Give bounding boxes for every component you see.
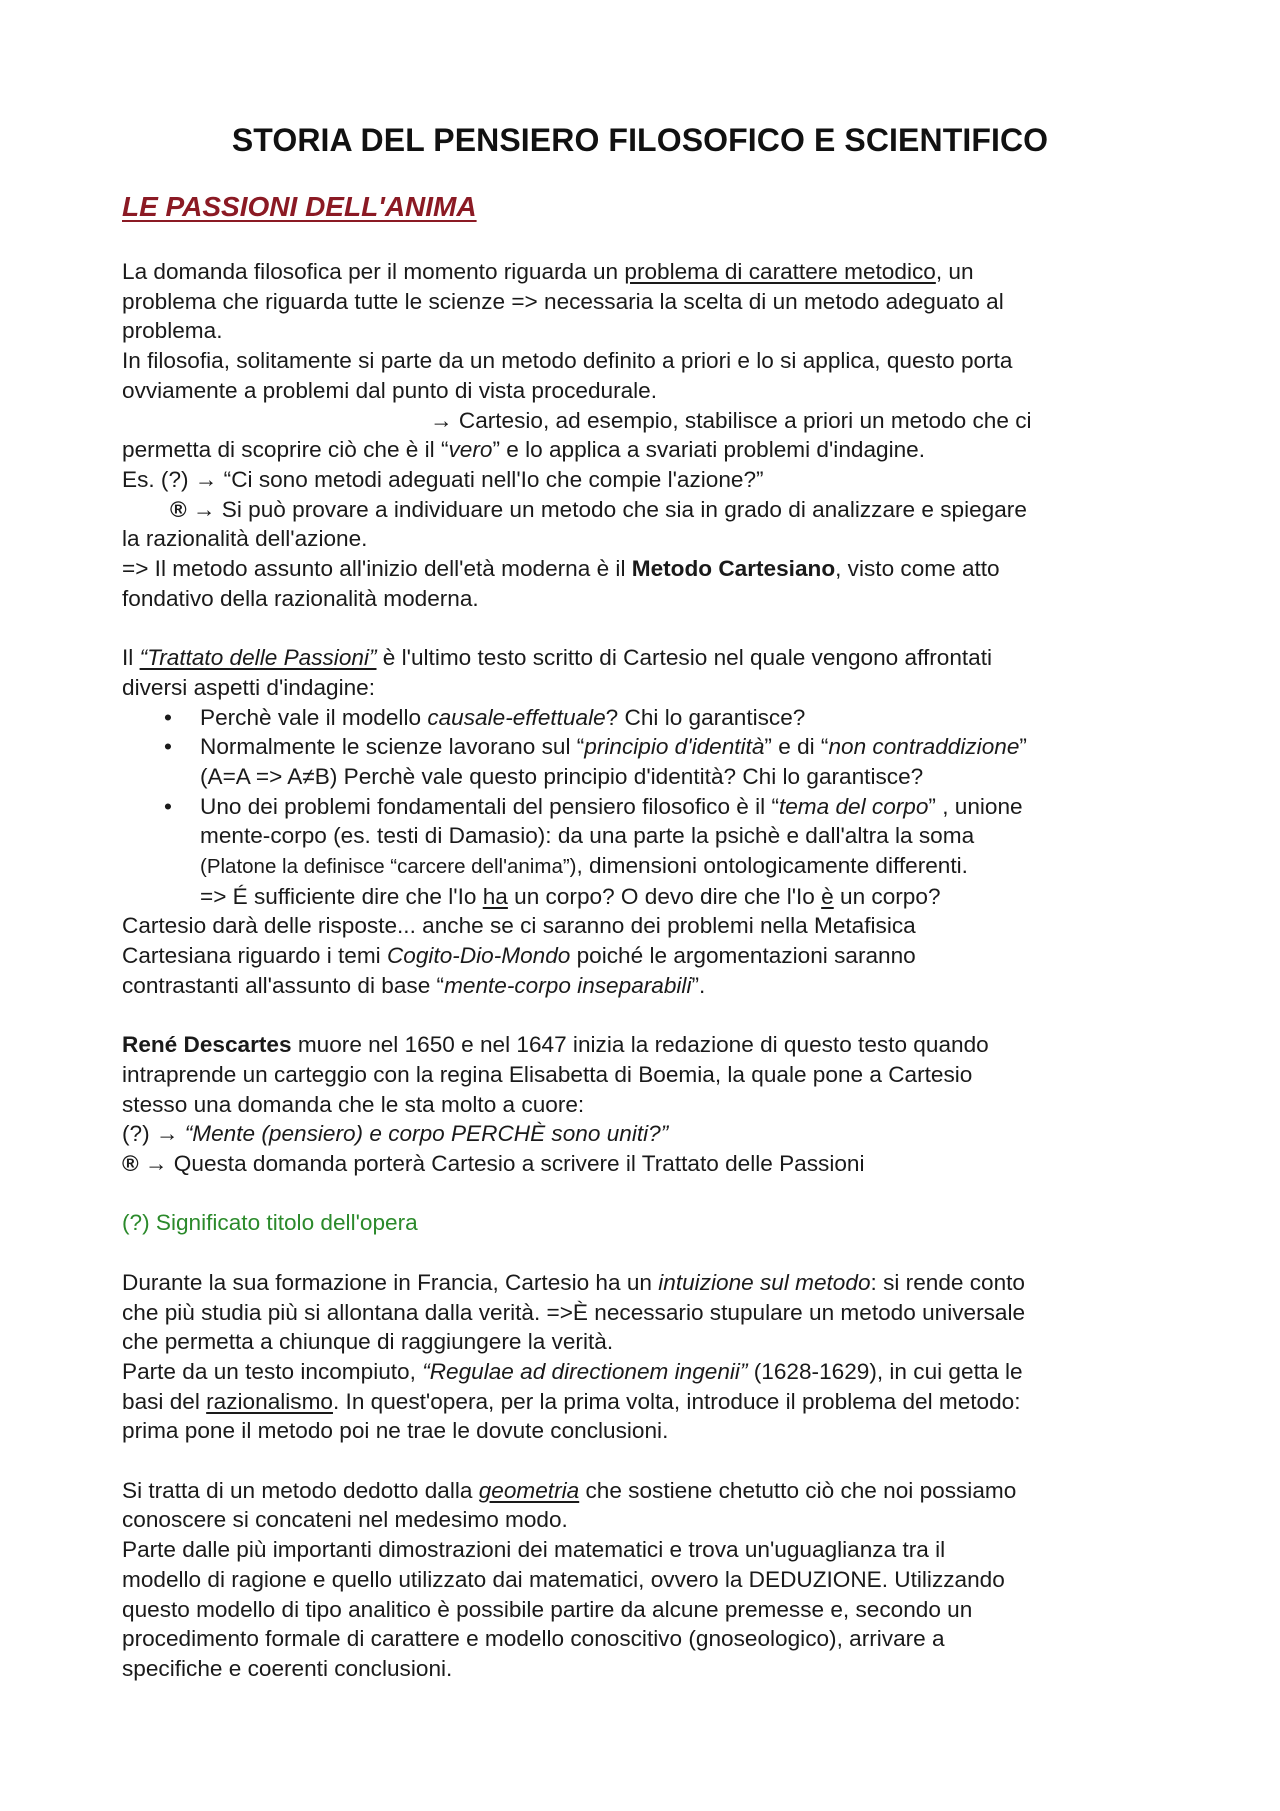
text-line: diversi aspetti d'indagine: <box>122 674 375 700</box>
list-item-continuation: (A=A => A≠B) Perchè vale questo principio d'identità? Chi lo garantisce? <box>200 763 924 789</box>
text-line: (?) → “Mente (pensiero) e corpo PERCHÈ sono uniti?” <box>122 1121 669 1147</box>
document-title: STORIA DEL PENSIERO FILOSOFICO E SCIENTIFICO <box>231 122 1049 158</box>
text-line: stesso una domanda che le sta molto a cuore: <box>122 1091 585 1117</box>
text-line: conoscere si concateni nel medesimo modo. <box>122 1507 568 1533</box>
text-line: ovviamente a problemi dal punto di vista procedurale. <box>122 377 658 403</box>
text-line: la razionalità dell'azione. <box>122 526 368 552</box>
text-line: che più studia più si allontana dalla verità. =>È necessario stupulare un metodo universale <box>122 1299 1026 1325</box>
paragraph-formation <box>122 1268 1182 1446</box>
paragraph-geometry <box>122 1476 1182 1684</box>
bullet-icon: • <box>164 793 172 819</box>
text-line: Cartesio darà delle risposte... anche se ci saranno dei problemi nella Metafisica <box>122 913 916 939</box>
text-line: Si tratta di un metodo dedotto dalla geometria che sostiene chetutto ciò che noi possiamo <box>122 1477 1017 1503</box>
subheading: (?) Significato titolo dell'opera <box>122 1210 418 1236</box>
text-line: modello di ragione e quello utilizzato dai matematici, ovvero la DEDUZIONE. Utilizzando <box>122 1566 1005 1592</box>
text-line: procedimento formale di carattere e modello conoscitivo (gnoseologico), arrivare a <box>122 1626 945 1652</box>
text-line: ® → Questa domanda porterà Cartesio a scrivere il Trattato delle Passioni <box>122 1151 865 1177</box>
text-line: Parte da un testo incompiuto, “Regulae ad directionem ingenii” (1628-1629), in cui getta le <box>122 1358 1023 1384</box>
text-line: permetta di scoprire ciò che è il “vero” e lo applica a svariati problemi d'indagine. <box>122 437 926 463</box>
text-line: → Cartesio, ad esempio, stabilisce a priori un metodo che ci <box>430 407 1032 433</box>
text-line: René Descartes muore nel 1650 e nel 1647 inizia la redazione di questo testo quando <box>122 1032 989 1058</box>
text-line: Es. (?) → “Ci sono metodi adeguati nell'Io che compie l'azione?” <box>122 466 764 492</box>
registered-symbol: ® <box>122 1151 139 1177</box>
text-line: ® → Si può provare a individuare un metodo che sia in grado di analizzare e spiegare <box>170 496 1027 522</box>
text-line: Parte dalle più importanti dimostrazioni dei matematici e trova un'uguaglianza tra il <box>122 1537 946 1563</box>
text-line: questo modello di tipo analitico è possibile partire da alcune premesse e, secondo un <box>122 1596 973 1622</box>
paragraph-trattato <box>122 643 1182 1000</box>
text-line: Durante la sua formazione in Francia, Cartesio ha un intuizione sul metodo: si rende conto <box>122 1269 1025 1295</box>
text-line: contrastanti all'assunto di base “mente-corpo inseparabili”. <box>122 972 706 998</box>
text-line: => Il metodo assunto all'inizio dell'età moderna è il Metodo Cartesiano, visto come atto <box>122 556 1000 582</box>
text-line: La domanda filosofica per il momento riguarda un problema di carattere metodico, un <box>122 259 974 284</box>
list-item-continuation: => É sufficiente dire che l'Io ha un corpo? O devo dire che l'Io è un corpo? <box>200 883 941 909</box>
text-line: basi del razionalismo. In quest'opera, per la prima volta, introduce il problema del metodo: <box>122 1388 1021 1414</box>
text-line: prima pone il metodo poi ne trae le dovute conclusioni. <box>122 1418 669 1444</box>
list-item-continuation: (Platone la definisce “carcere dell'anima”), dimensioni ontologicamente differenti. <box>200 853 968 879</box>
text-line: intraprende un carteggio con la regina Elisabetta di Boemia, la quale pone a Cartesio <box>122 1061 973 1087</box>
list-item: • Perchè vale il modello causale-effettuale? Chi lo garantisce? <box>122 703 1182 733</box>
text-line: Il “Trattato delle Passioni” è l'ultimo testo scritto di Cartesio nel quale vengono affrontati <box>122 645 993 671</box>
text-line: che permetta a chiunque di raggiungere la verità. <box>122 1329 614 1355</box>
list-item-continuation: mente-corpo (es. testi di Damasio): da una parte la psichè e dall'altra la soma <box>200 823 975 849</box>
text-line: Cartesiana riguardo i temi Cogito-Dio-Mondo poiché le argomentazioni saranno <box>122 943 916 969</box>
paragraph-green-heading <box>122 1208 1182 1238</box>
list-item: • Uno dei problemi fondamentali del pensiero filosofico è il “tema del corpo” , unione <box>122 792 1182 822</box>
text-line: problema. <box>122 318 223 344</box>
section-title: LE PASSIONI DELL'ANIMA <box>122 191 477 222</box>
text-line: In filosofia, solitamente si parte da un metodo definito a priori e lo si applica, questo porta <box>122 348 1013 374</box>
bullet-icon: • <box>164 734 172 760</box>
list-item: • Normalmente le scienze lavorano sul “principio d'identità” e di “non contraddizione” <box>122 732 1182 762</box>
text-line: problema che riguarda tutte le scienze => necessaria la scelta di un metodo adeguato al <box>122 288 1004 314</box>
paragraph-descartes <box>122 1030 1182 1179</box>
text-line: fondativo della razionalità moderna. <box>122 585 479 611</box>
paragraph-method <box>122 257 1182 613</box>
text-line: specifiche e coerenti conclusioni. <box>122 1655 453 1681</box>
document-body <box>122 257 1182 1684</box>
registered-symbol: ® <box>170 496 187 522</box>
bullet-icon: • <box>164 704 172 730</box>
